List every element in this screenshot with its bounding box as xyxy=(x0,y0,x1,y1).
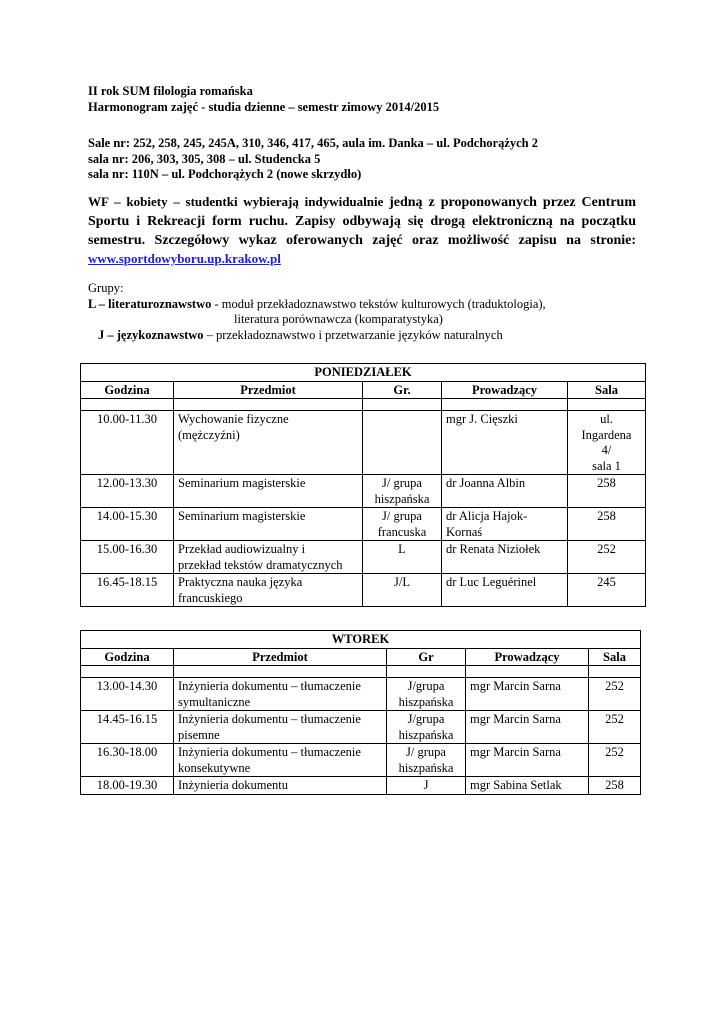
table-row xyxy=(81,475,646,508)
cell-room: 258 xyxy=(589,777,641,795)
monday-title: PONIEDZIAŁEK xyxy=(81,364,646,382)
col-header-gr: Gr xyxy=(387,648,466,666)
table-row xyxy=(81,711,641,744)
cell-teacher: mgr Sabina Setlak xyxy=(466,777,589,795)
col-header-prowadzacy: Prowadzący xyxy=(442,381,568,399)
table-row xyxy=(81,411,646,475)
cell-subject: Inżynieria dokumentu – tłumaczenie konsekutywne xyxy=(174,744,387,777)
sport-link[interactable]: www.sportdowyboru.up.krakow.pl xyxy=(88,251,281,266)
group-l-code: L – literaturoznawstwo xyxy=(88,296,212,311)
cell-time: 15.00-16.30 xyxy=(81,541,174,574)
col-header-godzina: Godzina xyxy=(81,381,174,399)
cell-subject: Inżynieria dokumentu – tłumaczenie pisemne xyxy=(174,711,387,744)
cell-subject: Inżynieria dokumentu xyxy=(174,777,387,795)
table-row xyxy=(81,541,646,574)
cell-time: 16.30-18.00 xyxy=(81,744,174,777)
cell-teacher: mgr J. Cięszki xyxy=(442,411,568,475)
cell-teacher: dr Joanna Albin xyxy=(442,475,568,508)
group-j-line xyxy=(88,328,648,344)
wf-text-2: jedną z proponowanych przez Centrum Sportu i Rekreacji form ruchu. Zapisy odbywają się drogą elektroniczną na początku semestru. Szczegółowy wykaz oferowanych zajęć oraz możliwość zapisu na stronie: xyxy=(88,195,636,248)
cell-room: 245 xyxy=(568,574,646,607)
monday-table xyxy=(80,363,646,607)
group-j-code: J – językoznawstwo xyxy=(98,327,204,342)
monday-header-row xyxy=(81,381,646,399)
cell-subject: Inżynieria dokumentu – tłumaczenie symultaniczne xyxy=(174,678,387,711)
rooms-line-2: sala nr: 206, 303, 305, 308 – ul. Studencka 5 xyxy=(88,151,321,166)
table-row xyxy=(81,574,646,607)
wf-paragraph xyxy=(88,193,636,268)
col-header-sala: Sala xyxy=(568,381,646,399)
cell-subject: Wychowanie fizyczne (mężczyźni) xyxy=(174,411,363,475)
rooms-info xyxy=(88,136,538,183)
cell-room: 258 xyxy=(568,508,646,541)
table-row xyxy=(81,508,646,541)
cell-subject: Seminarium magisterskie xyxy=(174,475,363,508)
cell-room: 252 xyxy=(568,541,646,574)
cell-room: 258 xyxy=(568,475,646,508)
tuesday-table xyxy=(80,630,641,795)
col-header-sala: Sala xyxy=(589,648,641,666)
col-header-prowadzacy: Prowadzący xyxy=(466,648,589,666)
cell-room: 252 xyxy=(589,678,641,711)
cell-room: 252 xyxy=(589,711,641,744)
tuesday-header-row xyxy=(81,648,641,666)
tuesday-spacer-row xyxy=(81,666,641,678)
cell-teacher: mgr Marcin Sarna xyxy=(466,678,589,711)
group-l-line xyxy=(88,297,648,313)
tuesday-title: WTOREK xyxy=(81,631,641,649)
header-line-2: Harmonogram zajęć - studia dzienne – semestr zimowy 2014/2015 xyxy=(88,99,440,114)
cell-group: J/grupa hiszpańska xyxy=(387,678,466,711)
cell-group: J/ grupa francuska xyxy=(363,508,442,541)
cell-room: 252 xyxy=(589,744,641,777)
cell-subject: Praktyczna nauka języka francuskiego xyxy=(174,574,363,607)
table-row xyxy=(81,744,641,777)
col-header-przedmiot: Przedmiot xyxy=(174,381,363,399)
cell-time: 16.45-18.15 xyxy=(81,574,174,607)
table-row xyxy=(81,777,641,795)
cell-time: 13.00-14.30 xyxy=(81,678,174,711)
cell-group: L xyxy=(363,541,442,574)
cell-time: 10.00-11.30 xyxy=(81,411,174,475)
cell-group: J/grupa hiszpańska xyxy=(387,711,466,744)
groups-legend xyxy=(88,281,648,343)
cell-subject: Przekład audiowizualny i przekład tekstów dramatycznych xyxy=(174,541,363,574)
group-l-desc-2: literatura porównawcza (komparatystyka) xyxy=(234,312,443,326)
cell-teacher: mgr Marcin Sarna xyxy=(466,744,589,777)
cell-time: 14.00-15.30 xyxy=(81,508,174,541)
groups-heading: Grupy: xyxy=(88,281,124,295)
document-header xyxy=(88,84,439,115)
col-header-godzina: Godzina xyxy=(81,648,174,666)
cell-teacher: mgr Marcin Sarna xyxy=(466,711,589,744)
cell-teacher: dr Alicja Hajok- Kornaś xyxy=(442,508,568,541)
col-header-przedmiot: Przedmiot xyxy=(174,648,387,666)
table-row xyxy=(81,678,641,711)
col-header-gr: Gr. xyxy=(363,381,442,399)
header-line-1: II rok SUM filologia romańska xyxy=(88,84,253,98)
cell-group: J/L xyxy=(363,574,442,607)
cell-time: 18.00-19.30 xyxy=(81,777,174,795)
cell-group xyxy=(363,411,442,475)
monday-spacer-row xyxy=(81,399,646,411)
cell-time: 14.45-16.15 xyxy=(81,711,174,744)
cell-teacher: dr Luc Leguérinel xyxy=(442,574,568,607)
cell-room: ul. Ingardena 4/ sala 1 xyxy=(568,411,646,475)
cell-group: J/ grupa hiszpańska xyxy=(363,475,442,508)
group-l-desc: - moduł przekładoznawstwo tekstów kulturowych (traduktologia), xyxy=(211,296,546,311)
cell-teacher: dr Renata Niziołek xyxy=(442,541,568,574)
rooms-line-3: sala nr: 110N – ul. Podchorążych 2 (nowe skrzydło) xyxy=(88,167,362,181)
wf-text-1: WF – kobiety – studentki wybierają indywidualnie xyxy=(88,194,390,209)
group-j-desc: – przekładoznawstwo i przetwarzanie języków naturalnych xyxy=(203,327,503,342)
rooms-line-1: Sale nr: 252, 258, 245, 245A, 310, 346, 417, 465, aula im. Danka – ul. Podchorążych 2 xyxy=(88,136,539,150)
cell-group: J/ grupa hiszpańska xyxy=(387,744,466,777)
cell-time: 12.00-13.30 xyxy=(81,475,174,508)
cell-subject: Seminarium magisterskie xyxy=(174,508,363,541)
cell-group: J xyxy=(387,777,466,795)
